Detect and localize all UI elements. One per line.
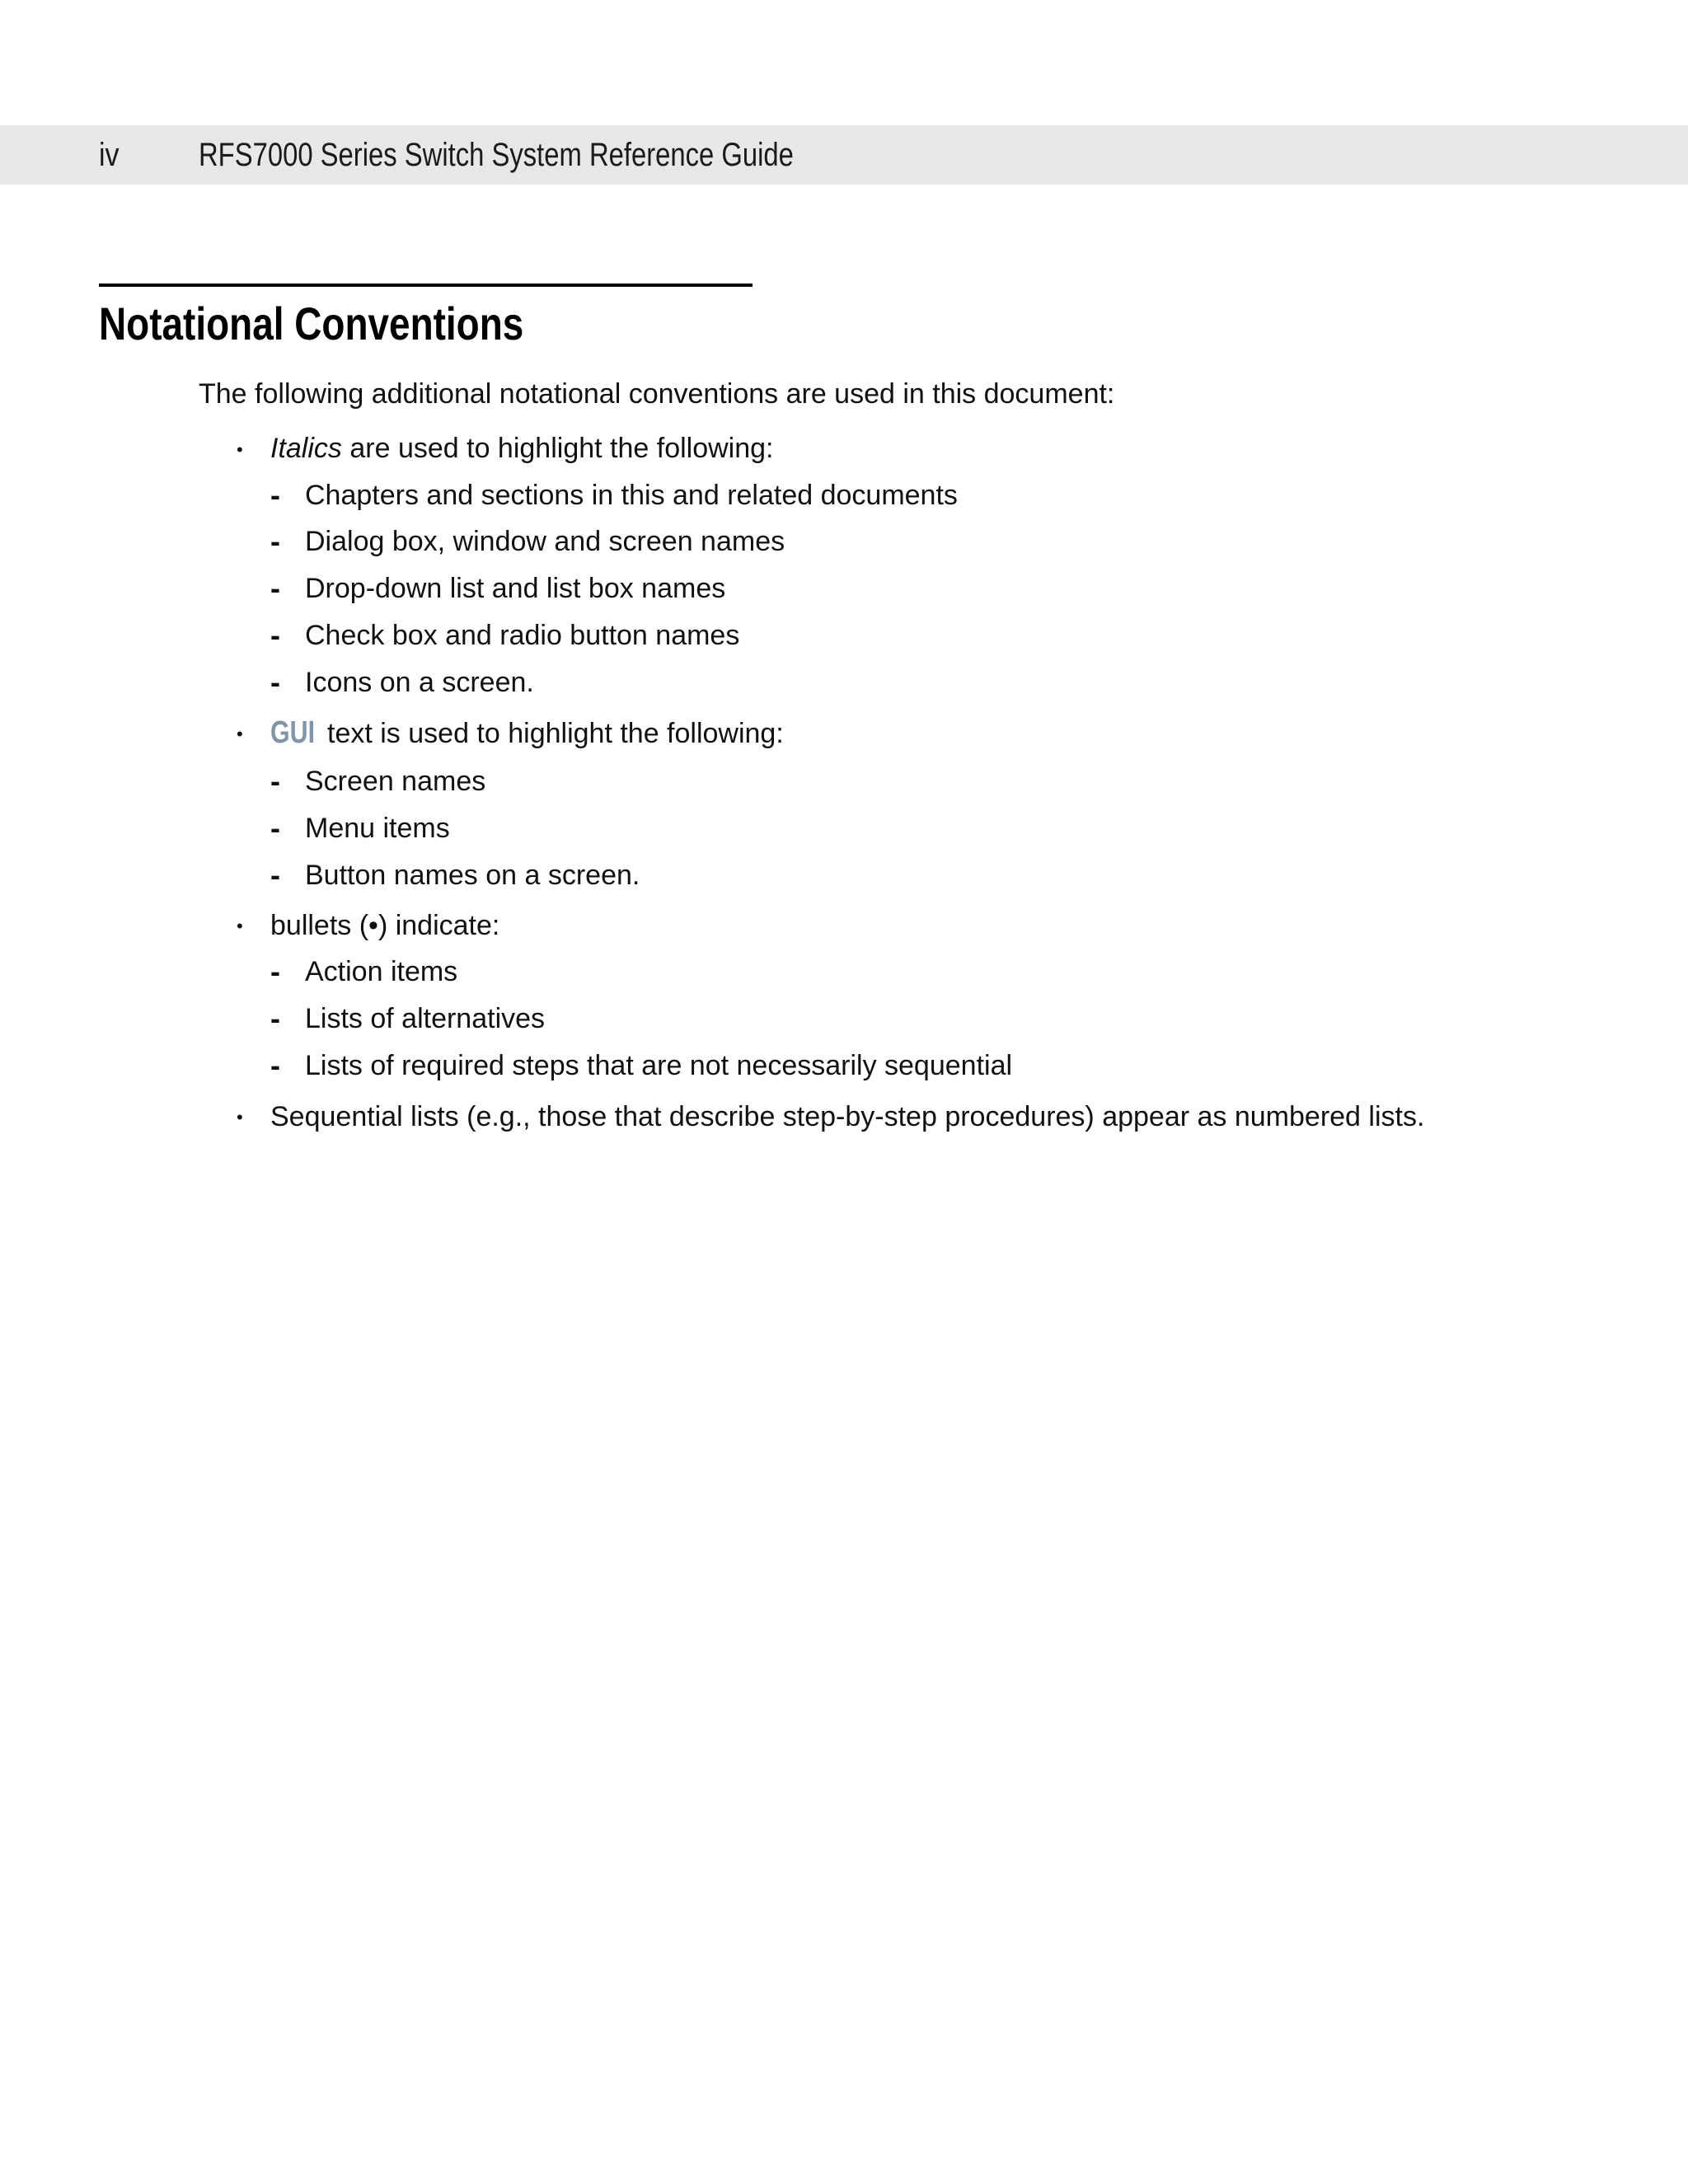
dash-marker: -: [270, 764, 280, 798]
bullet-marker: •: [237, 724, 243, 744]
dash-marker: -: [270, 954, 280, 988]
section-rule: [99, 284, 753, 287]
dash-marker: -: [270, 571, 280, 605]
page-number: iv: [99, 137, 120, 173]
dash-marker: -: [270, 1001, 280, 1035]
sub-item: Icons on a screen.: [305, 667, 534, 698]
sub-item: Screen names: [305, 766, 486, 797]
sub-item: Button names on a screen.: [305, 860, 640, 891]
bullet-marker: •: [237, 916, 243, 936]
dash-marker: -: [270, 618, 280, 652]
running-title: RFS7000 Series Switch System Reference Guide: [199, 137, 794, 173]
sub-item: Action items: [305, 956, 458, 987]
sub-item: Dialog box, window and screen names: [305, 526, 785, 557]
gui-rest: text is used to highlight the following:: [319, 718, 784, 749]
sub-item: Chapters and sections in this and related documents: [305, 480, 958, 511]
sub-item: Check box and radio button names: [305, 620, 740, 651]
sub-item: Menu items: [305, 813, 450, 844]
intro-paragraph: The following additional notational conventions are used in this document:: [199, 378, 1115, 410]
sub-item: Lists of required steps that are not necessarily sequential: [305, 1050, 1013, 1081]
bullet-text: Sequential lists (e.g., those that describe step-by-step procedures) appear as numbered lists.: [270, 1101, 1425, 1132]
dash-marker: -: [270, 1048, 280, 1082]
bullet-text: bullets (•) indicate:: [270, 910, 500, 941]
dash-marker: -: [270, 858, 280, 892]
bullet-marker: •: [237, 439, 243, 460]
sub-item: Lists of alternatives: [305, 1003, 546, 1034]
dash-marker: -: [270, 665, 280, 699]
dash-marker: -: [270, 524, 280, 558]
dash-marker: -: [270, 478, 280, 512]
italics-term: Italics: [270, 433, 342, 464]
bullet-text: [270, 429, 774, 467]
sub-item: Drop-down list and list box names: [305, 573, 726, 604]
section-heading: Notational Conventions: [99, 298, 524, 349]
gui-term: GUI: [270, 715, 316, 750]
dash-marker: -: [270, 811, 280, 845]
bullet-text: [270, 714, 784, 752]
italics-rest: are used to highlight the following:: [341, 433, 774, 464]
bullet-marker: •: [237, 1107, 243, 1127]
